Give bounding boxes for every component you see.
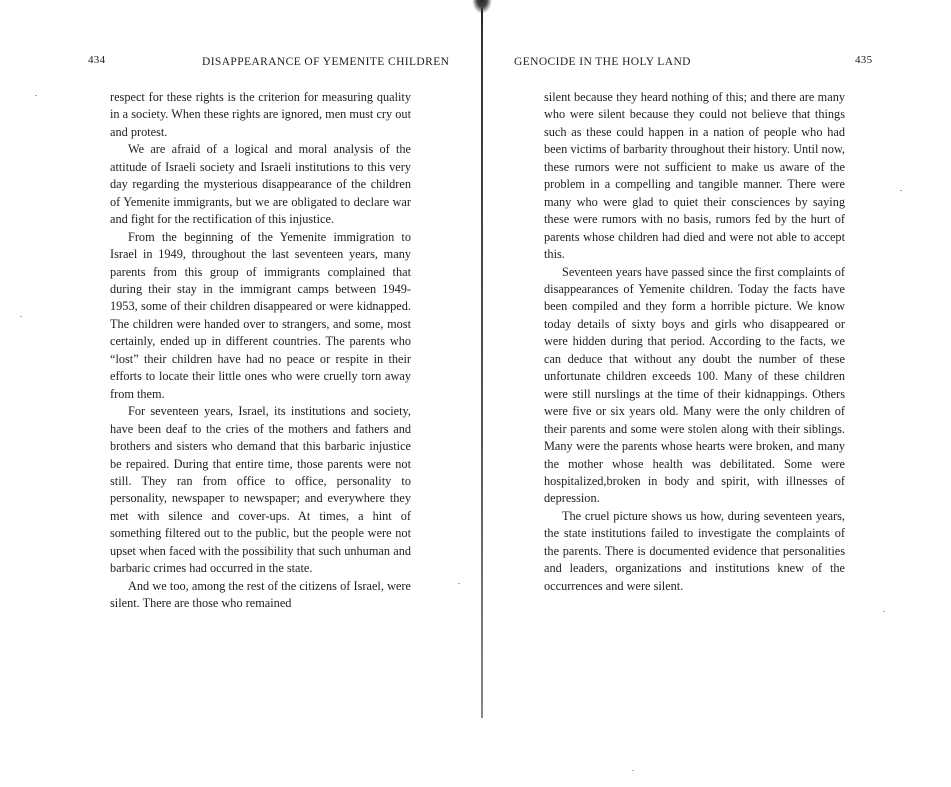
page-body: [544, 89, 845, 595]
paragraph: We are afraid of a logical and moral analysis of the attitude of Israeli society and Israeli institutions to this very day regarding the mysterious disappearance of the children of Yemenite immigrants, but we are obligated to declare war and fight for the rectification of this injustice.: [110, 142, 411, 227]
book-gutter: [481, 0, 483, 718]
scan-speck: [35, 95, 37, 96]
scan-speck: [900, 190, 902, 191]
paragraph: From the beginning of the Yemenite immigration to Israel in 1949, throughout the last seventeen years, many parents from this group of immigrants complained that during their stay in the immigrant camps between 1949-1953, some of their children disappeared or were kidnapped. The children were handed over to strangers, and some, most certainly, ended up in different countries. The parents who “lost” their children have had no peace or respite in their efforts to locate their little ones who were cruelly torn away from them.: [110, 229, 411, 401]
paragraph: silent because they heard nothing of this; and there are many who were silent because they could not believe that things such as these could happen in a nation of people who had been victims of barbarity throughout their history. Until now, these rumors were not sufficient to make us aware of the problem in a compelling and tangible manner. There were many who were glad to quiet their consciences by saying these were rumors with no basis, rumors fed by the hurt of parents whose children had died and were not able to accept this.: [544, 90, 845, 262]
scan-speck: [632, 770, 634, 771]
scan-speck: [883, 611, 885, 612]
paragraph: The cruel picture shows us how, during seventeen years, the state institutions failed to investigate the complaints of the parents. There is documented evidence that personalities and leaders, organizations and institutions knew of the occurrences and were silent.: [544, 508, 845, 593]
scan-speck: [458, 583, 460, 584]
page-body: [110, 89, 411, 613]
paragraph: And we too, among the rest of the citizens of Israel, were silent. There are those who remained: [110, 578, 411, 611]
page-number: 434: [88, 54, 106, 66]
scan-speck: [20, 316, 22, 317]
running-head: GENOCIDE IN THE HOLY LAND: [514, 56, 691, 68]
paragraph: For seventeen years, Israel, its institutions and society, have been deaf to the cries of the mothers and fathers and brothers and sisters who demand that this barbaric injustice be repaired. During that entire time, those parents were not still. They ran from office to office, personality to personality, newspaper to newspaper; and everywhere they met with silence and cover-ups. At times, a hint of something filtered out to the public, but the people were not upset when faced with the possibility that such unhuman and barbaric crimes had occurred in the state.: [110, 404, 411, 576]
paragraph: Seventeen years have passed since the first complaints of disappearances of Yemenite children. Today the facts have been compiled and they form a horrible picture. We know today details of sixty boys and girls who disappeared or were hidden during that period. According to the facts, we can deduce that without any doubt the number of these unfortunate children exceeds 100. Many of these children were still nurslings at the time of their kidnappings. Others were five or six years old. Many were the only children of their parents and some were stolen along with their siblings. Many were the parents whose hearts were broken, and many the mother whose health was debilitated. Some were hospitalized,broken in body and spirit, with illnesses of depression.: [544, 264, 845, 506]
page-number: 435: [855, 54, 873, 66]
paragraph: respect for these rights is the criterion for measuring quality in a society. When these rights are ignored, men must cry out and protest.: [110, 90, 411, 139]
right-page: [484, 0, 951, 787]
running-head: DISAPPEARANCE OF YEMENITE CHILDREN: [202, 56, 450, 68]
